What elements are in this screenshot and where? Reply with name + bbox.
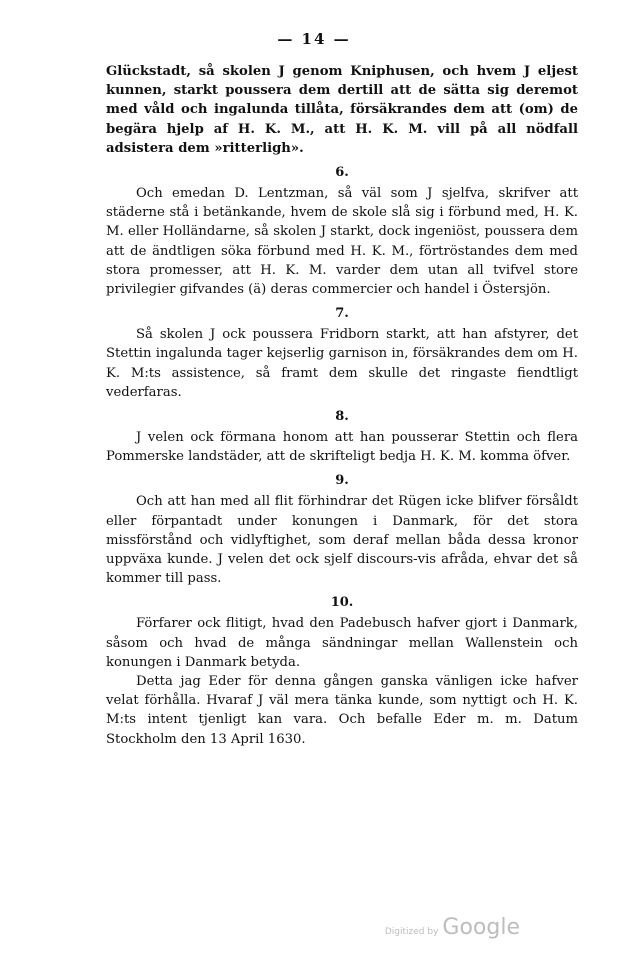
section-number: 6. [335,165,349,181]
section-number: 7. [335,306,349,322]
paragraph: Så skolen J ock poussera Fridborn starkt, att han afstyrer, det Stettin ingalunda tager kejserlig garnison in, försäkrandes dem om H. K. M:ts assistence, så framt dem skulle det ringaste fiendtligt vederfaras. [106,327,578,400]
document-body [106,62,578,749]
paragraph: Detta jag Eder för denna gången ganska vänligen icke hafver velat förhålla. Hvaraf J väl mera tänka kunde, som nyttigt och H. K. M:ts intent tjenligt kan vara. Och befalle Eder m. m. Datum Stockholm den 13 April 1630. [106,674,578,747]
page-header: — 14 — [277,30,351,48]
paragraph: Förfarer ock flitigt, hvad den Padebusch hafver gjort i Danmark, såsom och hvad de många sändningar mellan Wallenstein och konungen i Danmark betyda. [106,616,578,670]
section-number: 9. [335,473,349,489]
section-number: 8. [335,409,349,425]
paragraph: Och att han med all flit förhindrar det Rügen icke blifver försåldt eller förpantadt under konungen i Danmark, för det stora missförstånd och vidlyftighet, som deraf mellan båda dessa kronor uppväxa kunde. J velen det ock sjelf discours-vis afråda, ehvar det så kommer till pass. [106,494,578,587]
digitized-footer [385,915,520,940]
section-number: 10. [330,595,354,611]
paragraph: Och emedan D. Lentzman, så väl som J sjelfva, skrifver att städerne stå i betänkande, hvem de skole slå sig i förbund med, H. K. M. eller Holländarne, så skolen J starkt, dock ingeniöst, poussera dem att de ändtligen söka förbund med H. K. M., förtröstandes dem med stora promesser, att H. K. M. varder dem utan all tvifvel store privilegier gifvandes (ä) deras commercier och handel i Östersjön. [106,186,578,298]
digitized-by-label: Digitized by [384,927,439,937]
google-logo: Google [442,915,520,940]
paragraph: J velen ock förmana honom att han pousserar Stettin och flera Pommerske landstäder, att de skrifteligt bedja H. K. M. komma öfver. [106,430,578,465]
paragraph: Glückstadt, så skolen J genom Kniphusen, och hvem J eljest kunnen, starkt poussera dem dertill att de sätta sig deremot med våld och ingalunda tillåta, försäkrandes dem att (om) de begära hjelp af H. K. M., att H. K. M. vill på all nödfall adsistera dem »ritterligh». [106,64,578,156]
